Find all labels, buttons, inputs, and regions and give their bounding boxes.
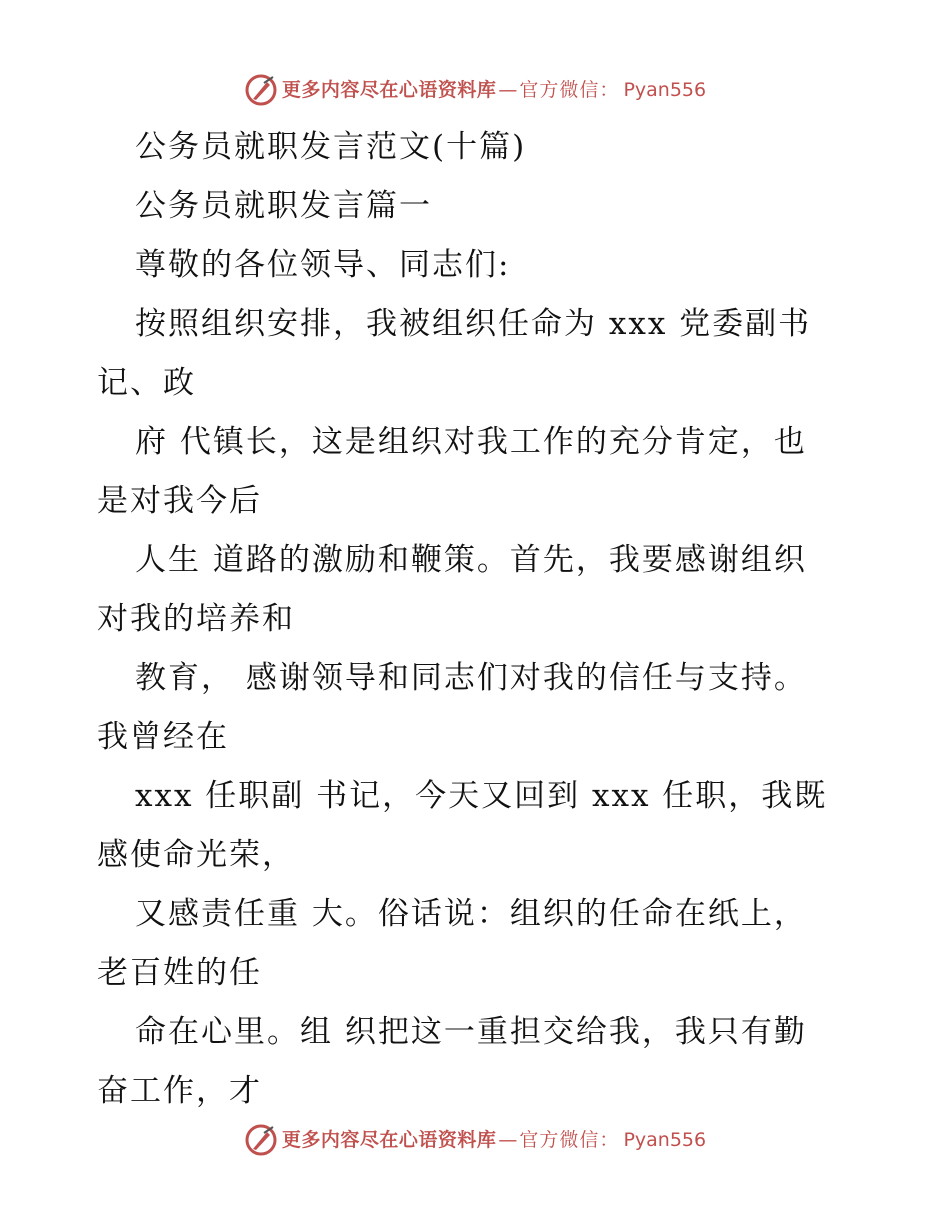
text-line: 命在心里。组 织把这一重担交给我，我只有勤	[135, 1014, 807, 1050]
banner-wechat-id: Pyan556	[623, 1129, 707, 1151]
text-line: 感使命光荣，	[97, 837, 295, 873]
text-line: 又感责任重 大。俗话说：组织的任命在纸上，	[135, 896, 807, 932]
text-line: 教育， 感谢领导和同志们对我的信任与支持。	[135, 660, 807, 696]
text-line: 对我的培养和	[97, 601, 295, 637]
salutation: 尊敬的各位领导、同志们:	[135, 247, 511, 283]
text-line: 按照组织安排，我被组织任命为 xxx 党委副书	[135, 306, 812, 342]
banner-dash: —	[498, 1129, 518, 1151]
text-line: 记、政	[97, 365, 196, 401]
text-line: 人生 道路的激励和鞭策。首先，我要感谢组织	[135, 542, 807, 578]
text-line: 老百姓的任	[97, 955, 262, 991]
banner-dash: —	[498, 79, 518, 101]
quill-logo-icon	[244, 73, 278, 107]
banner-text: 更多内容尽在心语资料库	[281, 1129, 497, 1151]
section-heading: 公务员就职发言篇一	[135, 188, 432, 224]
header-banner	[0, 70, 950, 110]
text-line: 奋工作，才	[97, 1073, 262, 1109]
text-line: xxx 任职副 书记，今天又回到 xxx 任职，我既	[135, 778, 828, 814]
footer-banner	[0, 1120, 950, 1160]
text-line: 府 代镇长，这是组织对我工作的充分肯定，也	[135, 424, 807, 460]
banner-wechat-label: 官方微信：	[519, 1129, 620, 1151]
banner-text: 更多内容尽在心语资料库	[281, 79, 497, 101]
document-body	[97, 118, 867, 1121]
quill-logo-icon	[244, 1123, 278, 1157]
text-line: 是对我今后	[97, 483, 262, 519]
banner-wechat-id: Pyan556	[623, 79, 707, 101]
text-line: 我曾经在	[97, 719, 229, 755]
document-title: 公务员就职发言范文(十篇)	[135, 129, 527, 165]
banner-wechat-label: 官方微信：	[519, 79, 620, 101]
